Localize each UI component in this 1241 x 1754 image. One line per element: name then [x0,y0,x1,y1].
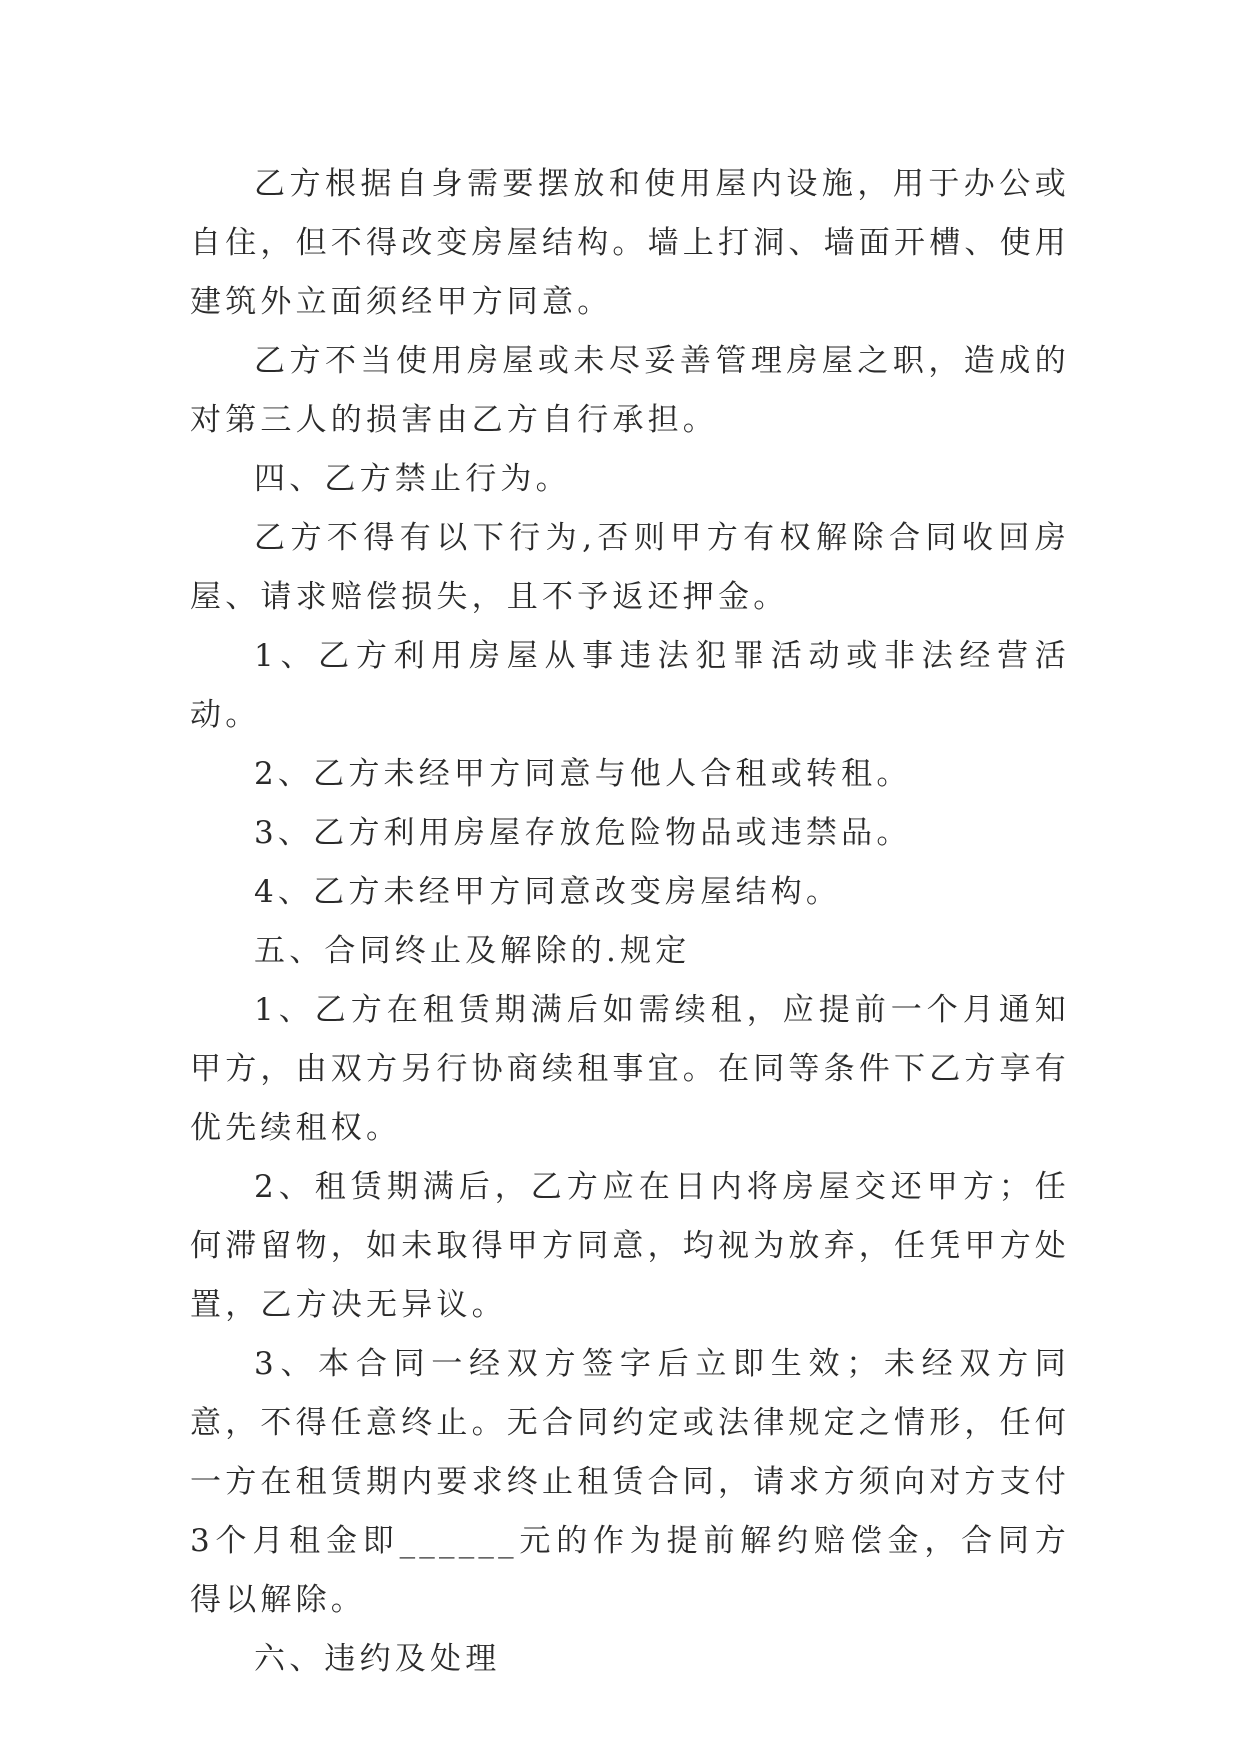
paragraph-early-termination: 3、本合同一经双方签字后立即生效；未经双方同意，不得任意终止。无合同约定或法律规定之情形，任何一方在租赁期内要求终止租赁合同，请求方须向对方支付3个月租金即______元的作为提前解约赔偿金，合同方得以解除。 [190,1346,1070,1618]
section-heading-prohibited-acts: 四、乙方禁止行为。 [254,461,571,497]
list-item-structure-change: 4、乙方未经甲方同意改变房屋结构。 [254,874,842,910]
list-item-dangerous-goods: 3、乙方利用房屋存放危险物品或违禁品。 [254,815,912,851]
paragraph-third-party-damage: 乙方不当使用房屋或未尽妥善管理房屋之职，造成的对第三人的损害由乙方自行承担。 [190,343,1070,438]
section-heading-breach: 六、违约及处理 [254,1641,501,1677]
list-item-sublet: 2、乙方未经甲方同意与他人合租或转租。 [254,756,912,792]
section-heading-termination: 五、合同终止及解除的.规定 [254,933,691,969]
paragraph-prohibited-intro: 乙方不得有以下行为,否则甲方有权解除合同收回房屋、请求赔偿损失，且不予返还押金。 [190,520,1070,615]
document-body [190,155,1070,1689]
paragraph-renewal: 1、乙方在租赁期满后如需续租，应提前一个月通知甲方，由双方另行协商续租事宜。在同等条件下乙方享有优先续租权。 [190,992,1070,1146]
paragraph-return-property: 2、租赁期满后，乙方应在日内将房屋交还甲方；任何滞留物，如未取得甲方同意，均视为放弃，任凭甲方处置，乙方决无异议。 [190,1169,1070,1323]
list-item-illegal-activity: 1、乙方利用房屋从事违法犯罪活动或非法经营活动。 [190,638,1070,733]
paragraph-facility-use: 乙方根据自身需要摆放和使用屋内设施，用于办公或自住，但不得改变房屋结构。墙上打洞、墙面开槽、使用建筑外立面须经甲方同意。 [190,166,1070,320]
